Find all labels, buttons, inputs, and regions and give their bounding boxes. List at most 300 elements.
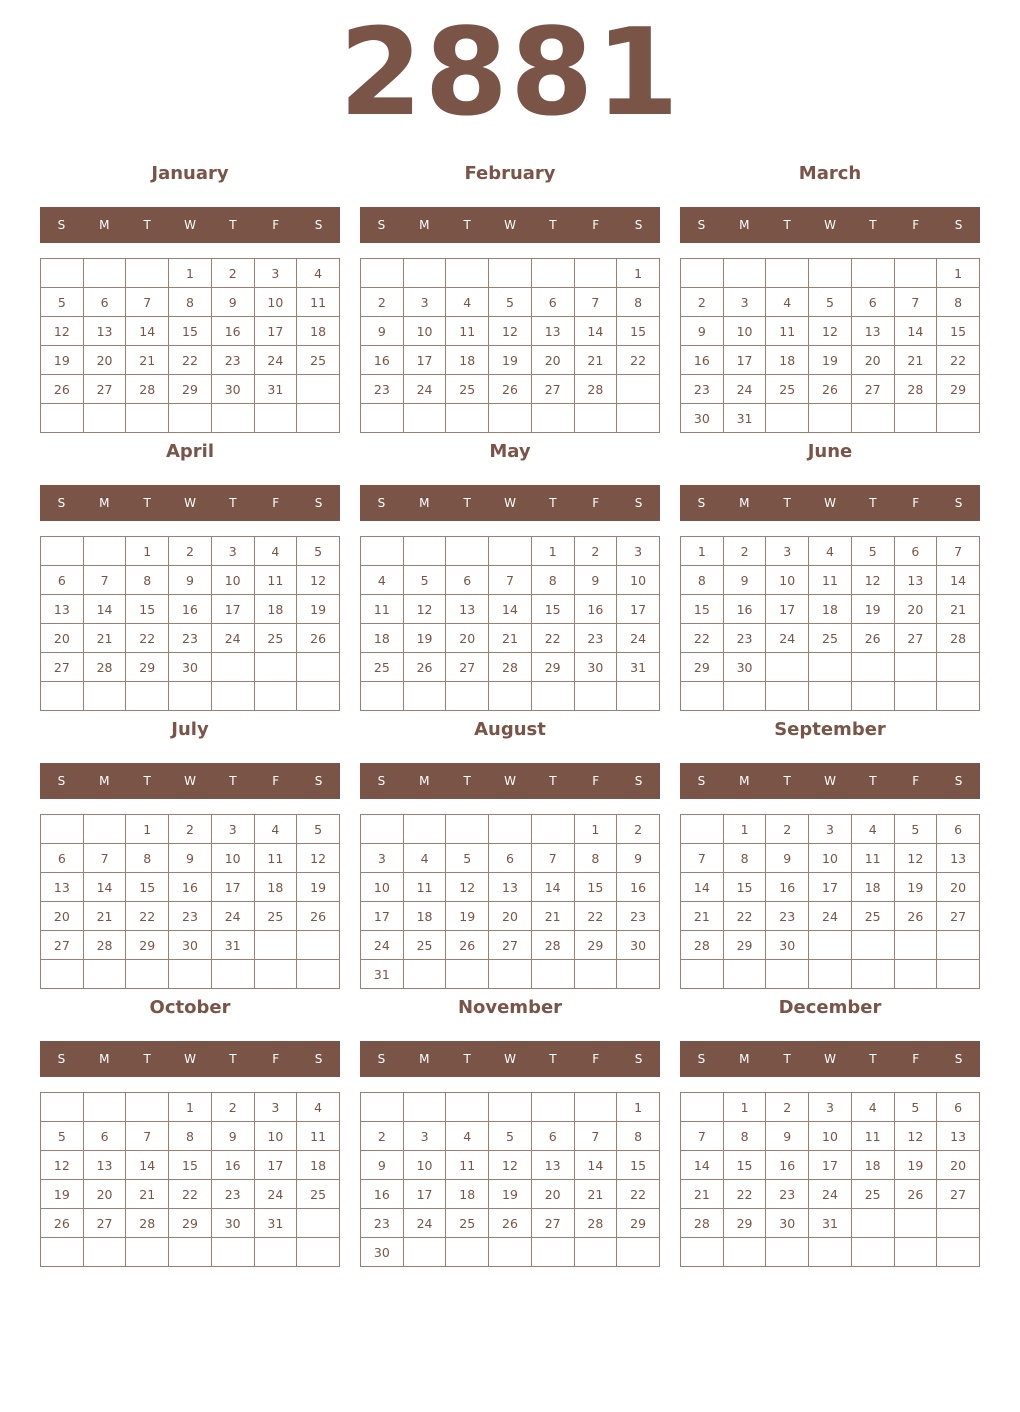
day-cell: 15 xyxy=(617,1151,660,1180)
day-cell: 29 xyxy=(169,1209,212,1238)
day-cell: 18 xyxy=(403,902,446,931)
week-row xyxy=(361,1093,660,1122)
day-cell: 30 xyxy=(766,1209,809,1238)
day-cell: 29 xyxy=(937,375,980,404)
day-cell: 14 xyxy=(937,566,980,595)
weekday-label: F xyxy=(592,218,600,232)
day-cell: 23 xyxy=(617,902,660,931)
day-cell: 21 xyxy=(681,1180,724,1209)
day-cell: 15 xyxy=(681,595,724,624)
week-row xyxy=(361,1122,660,1151)
weekday-header xyxy=(360,763,660,799)
week-row xyxy=(41,1209,340,1238)
week-row xyxy=(681,1151,980,1180)
day-cell: 26 xyxy=(851,624,894,653)
day-cell: 28 xyxy=(83,653,126,682)
day-cell: 31 xyxy=(254,375,297,404)
day-cell: 16 xyxy=(169,595,212,624)
day-cell: 2 xyxy=(361,288,404,317)
day-cell: 18 xyxy=(361,624,404,653)
month-name: December xyxy=(778,997,882,1018)
day-cell: 9 xyxy=(211,1122,254,1151)
day-cell: 7 xyxy=(894,288,937,317)
weekday-label: S xyxy=(954,218,963,232)
empty-cell xyxy=(617,375,660,404)
week-row xyxy=(41,1238,340,1267)
day-cell: 28 xyxy=(531,931,574,960)
day-cell: 15 xyxy=(126,595,169,624)
empty-cell xyxy=(937,960,980,989)
empty-cell xyxy=(83,815,126,844)
day-cell: 25 xyxy=(446,375,489,404)
empty-cell xyxy=(894,1238,937,1267)
weekday-label: S xyxy=(634,774,643,788)
day-cell: 16 xyxy=(723,595,766,624)
day-cell: 18 xyxy=(446,1180,489,1209)
empty-cell xyxy=(403,815,446,844)
day-cell: 11 xyxy=(254,566,297,595)
day-cell: 6 xyxy=(531,288,574,317)
empty-cell xyxy=(446,1093,489,1122)
day-cell: 28 xyxy=(937,624,980,653)
weekday-label: F xyxy=(272,218,280,232)
week-row xyxy=(41,537,340,566)
day-cell: 22 xyxy=(531,624,574,653)
empty-cell xyxy=(723,259,766,288)
day-cell: 22 xyxy=(126,624,169,653)
day-cell: 8 xyxy=(723,1122,766,1151)
empty-cell xyxy=(297,653,340,682)
day-cell: 21 xyxy=(681,902,724,931)
day-cell: 24 xyxy=(403,375,446,404)
week-row xyxy=(41,873,340,902)
day-grid xyxy=(360,536,660,711)
empty-cell xyxy=(446,682,489,711)
empty-cell xyxy=(446,960,489,989)
day-cell: 17 xyxy=(361,902,404,931)
weekday-label: S xyxy=(57,1052,66,1066)
day-cell: 24 xyxy=(254,346,297,375)
weekday-label: F xyxy=(592,496,600,510)
day-cell: 22 xyxy=(617,1180,660,1209)
day-cell: 2 xyxy=(211,259,254,288)
empty-cell xyxy=(617,682,660,711)
empty-cell xyxy=(211,960,254,989)
day-cell: 1 xyxy=(937,259,980,288)
day-cell: 25 xyxy=(254,902,297,931)
day-cell: 22 xyxy=(723,902,766,931)
day-cell: 21 xyxy=(574,346,617,375)
day-cell: 15 xyxy=(169,1151,212,1180)
weekday-label: F xyxy=(272,774,280,788)
weekday-label: W xyxy=(824,218,836,232)
day-cell: 30 xyxy=(211,1209,254,1238)
day-grid xyxy=(680,814,980,989)
week-row xyxy=(41,375,340,404)
day-grid xyxy=(680,258,980,433)
empty-cell xyxy=(937,404,980,433)
day-cell: 6 xyxy=(83,288,126,317)
week-row xyxy=(361,595,660,624)
day-cell: 16 xyxy=(211,1151,254,1180)
day-cell: 10 xyxy=(809,1122,852,1151)
weekday-label: M xyxy=(99,218,110,232)
weekday-label: T xyxy=(143,1052,151,1066)
day-cell: 6 xyxy=(531,1122,574,1151)
day-cell: 1 xyxy=(617,1093,660,1122)
day-cell: 14 xyxy=(574,1151,617,1180)
day-cell: 3 xyxy=(809,815,852,844)
month-name: October xyxy=(149,997,231,1018)
empty-cell xyxy=(489,404,532,433)
day-cell: 25 xyxy=(254,624,297,653)
weekday-label: T xyxy=(783,1052,791,1066)
day-cell: 13 xyxy=(446,595,489,624)
day-cell: 28 xyxy=(83,931,126,960)
day-cell: 7 xyxy=(574,1122,617,1151)
empty-cell xyxy=(574,682,617,711)
day-cell: 6 xyxy=(41,566,84,595)
empty-cell xyxy=(41,259,84,288)
weekday-label: S xyxy=(377,218,386,232)
day-cell: 24 xyxy=(211,902,254,931)
empty-cell xyxy=(126,1093,169,1122)
day-cell: 10 xyxy=(211,844,254,873)
weekday-label: T xyxy=(229,218,237,232)
day-cell: 12 xyxy=(41,1151,84,1180)
day-cell: 18 xyxy=(446,346,489,375)
day-cell: 31 xyxy=(361,960,404,989)
empty-cell xyxy=(41,404,84,433)
day-cell: 24 xyxy=(809,1180,852,1209)
week-row xyxy=(361,1209,660,1238)
day-cell: 16 xyxy=(766,1151,809,1180)
day-cell: 26 xyxy=(297,624,340,653)
empty-cell xyxy=(403,1238,446,1267)
day-cell: 2 xyxy=(574,537,617,566)
day-cell: 1 xyxy=(531,537,574,566)
day-cell: 23 xyxy=(169,902,212,931)
day-cell: 8 xyxy=(169,1122,212,1151)
day-cell: 7 xyxy=(83,844,126,873)
day-cell: 28 xyxy=(681,931,724,960)
empty-cell xyxy=(531,259,574,288)
week-row xyxy=(681,931,980,960)
day-cell: 1 xyxy=(574,815,617,844)
day-cell: 15 xyxy=(723,873,766,902)
day-cell: 27 xyxy=(83,375,126,404)
weekday-label: T xyxy=(229,774,237,788)
empty-cell xyxy=(766,682,809,711)
weekday-label: M xyxy=(419,218,430,232)
weekday-label: F xyxy=(272,1052,280,1066)
day-cell: 21 xyxy=(531,902,574,931)
day-cell: 5 xyxy=(41,1122,84,1151)
day-cell: 5 xyxy=(489,1122,532,1151)
day-cell: 13 xyxy=(531,317,574,346)
day-cell: 12 xyxy=(297,844,340,873)
day-cell: 20 xyxy=(894,595,937,624)
day-cell: 2 xyxy=(169,537,212,566)
day-cell: 5 xyxy=(851,537,894,566)
empty-cell xyxy=(617,404,660,433)
day-cell: 24 xyxy=(254,1180,297,1209)
empty-cell xyxy=(809,404,852,433)
week-row xyxy=(681,346,980,375)
day-cell: 2 xyxy=(361,1122,404,1151)
day-cell: 14 xyxy=(681,873,724,902)
empty-cell xyxy=(403,960,446,989)
weekday-label: F xyxy=(272,496,280,510)
day-cell: 2 xyxy=(766,815,809,844)
day-cell: 11 xyxy=(403,873,446,902)
weekday-label: W xyxy=(184,218,196,232)
day-cell: 19 xyxy=(809,346,852,375)
month-name: April xyxy=(165,441,215,462)
day-cell: 20 xyxy=(41,624,84,653)
empty-cell xyxy=(297,1209,340,1238)
empty-cell xyxy=(83,1238,126,1267)
day-cell: 24 xyxy=(809,902,852,931)
day-grid xyxy=(40,536,340,711)
weekday-label: S xyxy=(634,1052,643,1066)
day-cell: 25 xyxy=(809,624,852,653)
day-cell: 18 xyxy=(254,873,297,902)
day-cell: 17 xyxy=(211,595,254,624)
weekday-label: S xyxy=(697,1052,706,1066)
week-row xyxy=(681,1093,980,1122)
day-cell: 6 xyxy=(851,288,894,317)
empty-cell xyxy=(446,537,489,566)
day-cell: 29 xyxy=(531,653,574,682)
day-cell: 3 xyxy=(766,537,809,566)
day-cell: 6 xyxy=(894,537,937,566)
weekday-header xyxy=(40,763,340,799)
day-cell: 3 xyxy=(361,844,404,873)
week-row xyxy=(41,288,340,317)
empty-cell xyxy=(489,815,532,844)
day-cell: 6 xyxy=(489,844,532,873)
day-cell: 22 xyxy=(574,902,617,931)
empty-cell xyxy=(126,1238,169,1267)
weekday-label: S xyxy=(57,774,66,788)
day-cell: 10 xyxy=(254,288,297,317)
empty-cell xyxy=(681,682,724,711)
day-cell: 29 xyxy=(723,1209,766,1238)
day-cell: 7 xyxy=(126,1122,169,1151)
empty-cell xyxy=(574,1093,617,1122)
day-cell: 2 xyxy=(681,288,724,317)
week-row xyxy=(41,259,340,288)
day-cell: 1 xyxy=(169,1093,212,1122)
weekday-label: S xyxy=(57,496,66,510)
day-cell: 9 xyxy=(361,1151,404,1180)
day-cell: 27 xyxy=(531,1209,574,1238)
empty-cell xyxy=(83,1093,126,1122)
weekday-label: S xyxy=(697,774,706,788)
weekday-label: S xyxy=(314,774,323,788)
weekday-label: F xyxy=(592,774,600,788)
day-cell: 29 xyxy=(723,931,766,960)
day-cell: 11 xyxy=(297,288,340,317)
month-name: March xyxy=(798,163,862,184)
empty-cell xyxy=(894,404,937,433)
day-cell: 21 xyxy=(83,902,126,931)
empty-cell xyxy=(361,682,404,711)
empty-cell xyxy=(531,960,574,989)
week-row xyxy=(41,682,340,711)
empty-cell xyxy=(489,259,532,288)
week-row xyxy=(681,404,980,433)
day-cell: 10 xyxy=(361,873,404,902)
empty-cell xyxy=(446,259,489,288)
day-cell: 4 xyxy=(851,1093,894,1122)
week-row xyxy=(361,259,660,288)
day-cell: 10 xyxy=(766,566,809,595)
weekday-label: M xyxy=(739,496,750,510)
weekday-label: T xyxy=(143,218,151,232)
day-cell: 23 xyxy=(723,624,766,653)
weekday-label: T xyxy=(783,218,791,232)
day-cell: 22 xyxy=(937,346,980,375)
day-cell: 30 xyxy=(211,375,254,404)
weekday-header xyxy=(360,1041,660,1077)
week-row xyxy=(41,653,340,682)
day-cell: 19 xyxy=(403,624,446,653)
day-cell: 27 xyxy=(851,375,894,404)
day-cell: 30 xyxy=(169,931,212,960)
day-cell: 3 xyxy=(809,1093,852,1122)
day-cell: 26 xyxy=(894,1180,937,1209)
empty-cell xyxy=(41,1093,84,1122)
empty-cell xyxy=(723,960,766,989)
week-row xyxy=(681,815,980,844)
week-row xyxy=(361,1180,660,1209)
day-cell: 14 xyxy=(83,595,126,624)
weekday-label: T xyxy=(229,1052,237,1066)
weekday-label: F xyxy=(912,774,920,788)
day-cell: 12 xyxy=(894,844,937,873)
day-cell: 3 xyxy=(403,1122,446,1151)
day-cell: 10 xyxy=(723,317,766,346)
day-cell: 28 xyxy=(126,375,169,404)
day-cell: 26 xyxy=(297,902,340,931)
day-cell: 14 xyxy=(126,317,169,346)
day-cell: 8 xyxy=(617,1122,660,1151)
empty-cell xyxy=(169,960,212,989)
day-cell: 28 xyxy=(489,653,532,682)
week-row xyxy=(41,1093,340,1122)
week-row xyxy=(361,537,660,566)
day-cell: 25 xyxy=(297,346,340,375)
day-cell: 9 xyxy=(723,566,766,595)
day-cell: 16 xyxy=(361,1180,404,1209)
day-cell: 22 xyxy=(723,1180,766,1209)
empty-cell xyxy=(937,1209,980,1238)
day-cell: 4 xyxy=(361,566,404,595)
week-row xyxy=(41,1122,340,1151)
day-cell: 22 xyxy=(681,624,724,653)
day-cell: 10 xyxy=(617,566,660,595)
weekday-label: S xyxy=(377,1052,386,1066)
weekday-label: T xyxy=(783,496,791,510)
day-cell: 18 xyxy=(766,346,809,375)
day-cell: 10 xyxy=(211,566,254,595)
day-cell: 4 xyxy=(809,537,852,566)
empty-cell xyxy=(851,259,894,288)
weekday-label: M xyxy=(419,496,430,510)
empty-cell xyxy=(489,537,532,566)
week-row xyxy=(681,960,980,989)
weekday-label: F xyxy=(912,496,920,510)
week-row xyxy=(361,288,660,317)
empty-cell xyxy=(531,682,574,711)
empty-cell xyxy=(446,815,489,844)
week-row xyxy=(681,1180,980,1209)
empty-cell xyxy=(169,1238,212,1267)
empty-cell xyxy=(211,653,254,682)
day-cell: 7 xyxy=(937,537,980,566)
day-cell: 20 xyxy=(83,346,126,375)
day-cell: 12 xyxy=(489,1151,532,1180)
day-cell: 11 xyxy=(766,317,809,346)
weekday-label: T xyxy=(549,774,557,788)
month-name: November xyxy=(457,997,563,1018)
day-cell: 31 xyxy=(254,1209,297,1238)
day-cell: 8 xyxy=(126,844,169,873)
day-cell: 14 xyxy=(574,317,617,346)
empty-cell xyxy=(681,259,724,288)
week-row xyxy=(41,902,340,931)
day-cell: 24 xyxy=(723,375,766,404)
week-row xyxy=(361,931,660,960)
day-cell: 21 xyxy=(574,1180,617,1209)
day-cell: 12 xyxy=(446,873,489,902)
day-cell: 25 xyxy=(766,375,809,404)
day-cell: 11 xyxy=(809,566,852,595)
week-row xyxy=(681,902,980,931)
day-cell: 19 xyxy=(297,873,340,902)
empty-cell xyxy=(83,404,126,433)
empty-cell xyxy=(851,1209,894,1238)
day-cell: 29 xyxy=(574,931,617,960)
day-cell: 18 xyxy=(297,317,340,346)
day-cell: 21 xyxy=(83,624,126,653)
week-row xyxy=(681,624,980,653)
day-cell: 27 xyxy=(937,1180,980,1209)
day-cell: 30 xyxy=(361,1238,404,1267)
week-row xyxy=(361,682,660,711)
day-cell: 26 xyxy=(489,1209,532,1238)
day-cell: 28 xyxy=(574,375,617,404)
day-cell: 12 xyxy=(894,1122,937,1151)
day-cell: 3 xyxy=(211,815,254,844)
day-cell: 8 xyxy=(937,288,980,317)
weekday-label: S xyxy=(314,496,323,510)
empty-cell xyxy=(126,404,169,433)
day-cell: 19 xyxy=(446,902,489,931)
weekday-label: T xyxy=(463,496,471,510)
day-cell: 7 xyxy=(126,288,169,317)
day-cell: 13 xyxy=(41,873,84,902)
day-cell: 2 xyxy=(723,537,766,566)
day-cell: 24 xyxy=(211,624,254,653)
day-cell: 13 xyxy=(937,1122,980,1151)
day-cell: 27 xyxy=(489,931,532,960)
empty-cell xyxy=(894,682,937,711)
day-cell: 8 xyxy=(723,844,766,873)
day-cell: 28 xyxy=(681,1209,724,1238)
